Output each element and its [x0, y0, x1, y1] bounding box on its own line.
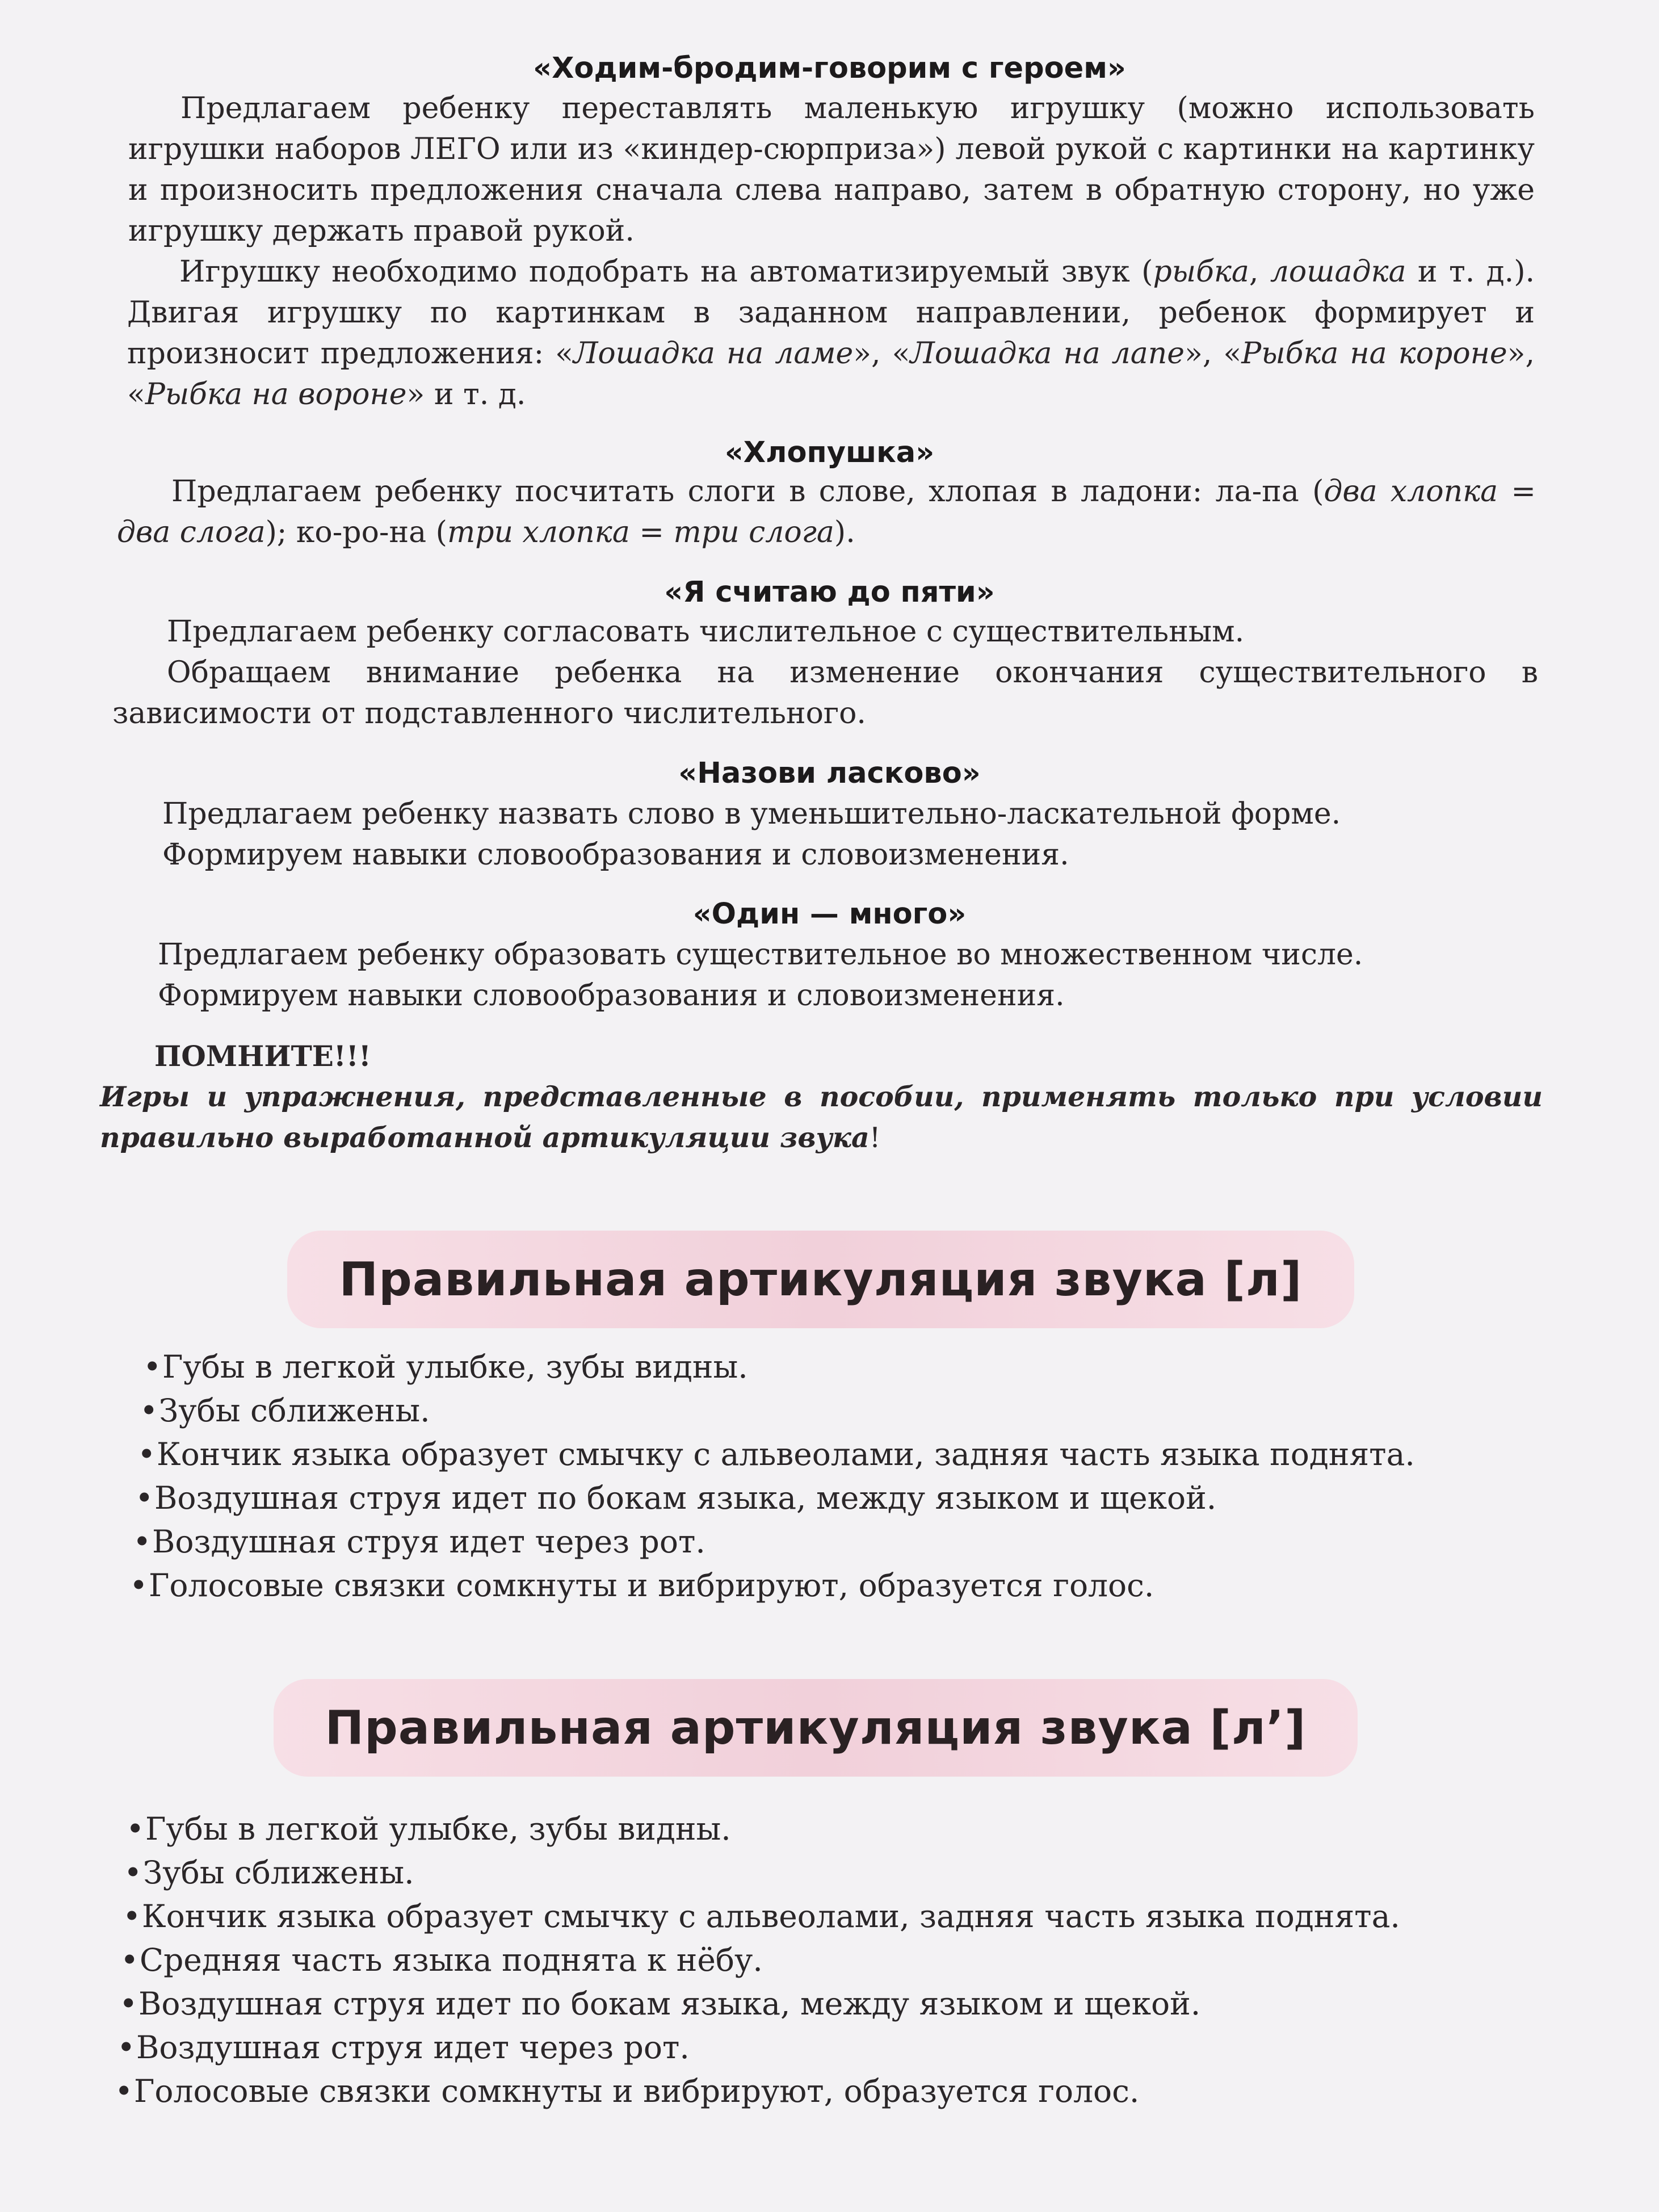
heading-hlopushka: «Хлопушка» [724, 436, 935, 469]
list-item: •Губы в легкой улыбке, зубы видны. [143, 1345, 1415, 1389]
game5-paragraph-2: Формируем навыки словообразования и словоизменения. [158, 979, 1065, 1013]
game3-body [112, 611, 1538, 734]
section-l-soft-list [115, 1807, 1400, 2113]
bullet-icon: • [115, 2073, 133, 2109]
game1-body [128, 88, 1535, 415]
section-l-banner [287, 1231, 1354, 1328]
bullet-icon: • [135, 1480, 154, 1516]
section-l-list [129, 1345, 1415, 1607]
section-l-soft-title: Правильная артикуляция звука [л’] [325, 1701, 1307, 1755]
list-item: •Воздушная струя идет по бокам языка, между языком и щекой. [135, 1476, 1415, 1520]
list-item: •Голосовые связки сомкнуты и вибрируют, образуется голос. [115, 2070, 1400, 2113]
list-item: •Средняя часть языка поднята к нёбу. [120, 1938, 1400, 1982]
list-item: •Голосовые связки сомкнуты и вибрируют, образуется голос. [129, 1564, 1415, 1607]
game3-paragraph-1: Предлагаем ребенку согласовать числительное с существительным. [167, 615, 1245, 649]
list-item: •Губы в легкой улыбке, зубы видны. [126, 1807, 1400, 1851]
list-item: •Кончик языка образует смычку с альвеолами, задняя часть языка поднята. [137, 1433, 1415, 1476]
bullet-icon: • [117, 2029, 136, 2066]
bullet-icon: • [124, 1854, 142, 1891]
heading-hodim-brodim: «Ходим-бродим-говорим с героем» [533, 52, 1126, 85]
bullet-icon: • [129, 1567, 148, 1604]
game5-paragraph-1: Предлагаем ребенку образовать существительное во множественном числе. [158, 938, 1363, 972]
section-l-title: Правильная артикуляция звука [л] [339, 1252, 1303, 1307]
reminder-title: ПОМНИТЕ!!! [154, 1039, 371, 1073]
reminder-text: Игры и упражнения, представленные в пособии, применять только при условии правильно выработанной артикуляции звука! [100, 1080, 1543, 1154]
bullet-icon: • [143, 1349, 162, 1385]
list-item: •Зубы сближены. [140, 1389, 1415, 1433]
heading-nazovi-laskovo: «Назови ласково» [678, 757, 981, 790]
heading-odin-mnogo: «Один — много» [692, 897, 967, 931]
bullet-icon: • [123, 1898, 141, 1934]
game2-paragraph: Предлагаем ребенку посчитать слоги в слове, хлопая в ладони: ла-па (два хлопка = два слога); ко-ро-на (три хлопка = три слога). [117, 475, 1536, 549]
game4-body [162, 794, 1524, 875]
bullet-icon: • [133, 1523, 152, 1560]
bullet-icon: • [119, 1986, 138, 2022]
game1-paragraph-1: Предлагаем ребенку переставлять маленькую игрушку (можно использовать игрушки наборов ЛЕГО или из «киндер-сюрприза») левой рукой с картинки на картинку и произносить предложения сначала слева направо, затем в обратную сторону, но уже игрушку держать правой рукой. [128, 91, 1535, 248]
bullet-icon: • [126, 1811, 145, 1847]
bullet-icon: • [120, 1942, 139, 1978]
game1-paragraph-2: Игрушку необходимо подобрать на автоматизируемый звук (рыбка, лошадка и т. д.). Двигая игрушку по картинкам в заданном направлении, ребенок формирует и произносит предложения: «Лошадка на ламе», «Лошадка на лапе», «Рыбка на короне», «Рыбка на вороне» и т. д. [127, 255, 1535, 412]
list-item: •Воздушная струя идет через рот. [117, 2026, 1400, 2070]
bullet-icon: • [140, 1392, 158, 1429]
game2-body [117, 471, 1536, 553]
game4-paragraph-2: Формируем навыки словообразования и словоизменения. [162, 838, 1069, 872]
game5-body [158, 934, 1520, 1016]
list-item: •Зубы сближены. [124, 1851, 1400, 1895]
section-l-soft-banner [274, 1679, 1358, 1777]
heading-ya-schitayu: «Я считаю до пяти» [664, 576, 995, 609]
list-item: •Кончик языка образует смычку с альвеолами, задняя часть языка поднята. [123, 1895, 1400, 1938]
game3-paragraph-2: Обращаем внимание ребенка на изменение окончания существительного в зависимости от подставленного числительного. [112, 656, 1538, 731]
list-item: •Воздушная струя идет по бокам языка, между языком и щекой. [119, 1982, 1400, 2026]
list-item: •Воздушная струя идет через рот. [133, 1520, 1415, 1564]
game4-paragraph-1: Предлагаем ребенку назвать слово в уменьшительно-ласкательной форме. [162, 797, 1341, 831]
bullet-icon: • [137, 1436, 156, 1472]
